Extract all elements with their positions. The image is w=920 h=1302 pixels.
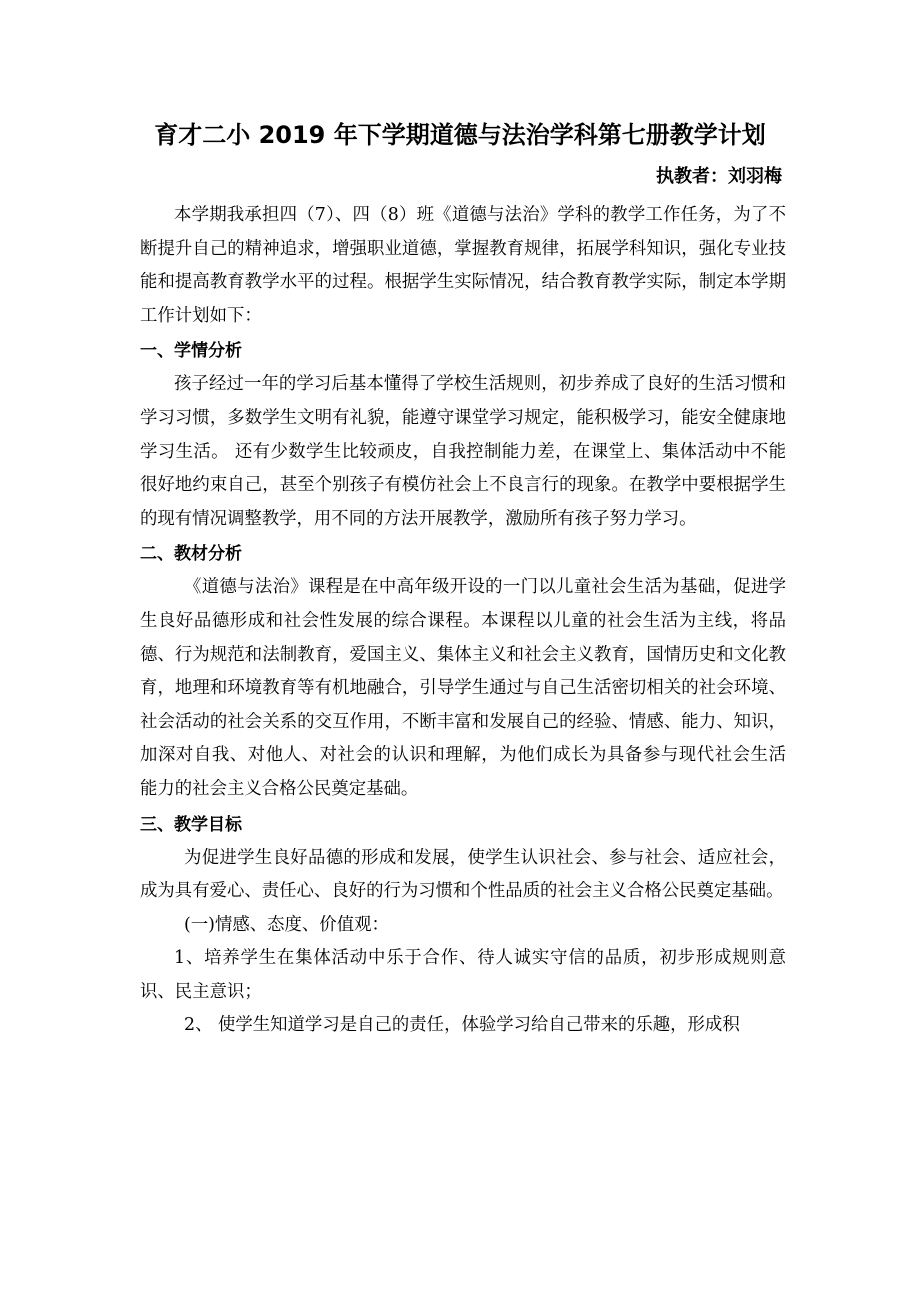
learning-analysis-paragraph: 孩子经过一年的学习后基本懂得了学校生活规则，初步养成了良好的生活习惯和学习习惯，多数学生文明有礼貌，能遵守课堂学习规定，能积极学习，能安全健康地学习生活。 还有少数学生比较顽皮，自我控制能力差，在课堂上、集体活动中不能很好地约束自己，甚至个别孩子有模仿社会上不良言行的现象。在教学中要根据学生的现有情况调整教学，用不同的方法开展教学，激励所有孩子努力学习。 xyxy=(140,374,786,529)
section-heading-learning-analysis: 一、学情分析 xyxy=(140,341,242,362)
goals-subheading-emotion: (一)情感、态度、价值观： xyxy=(184,914,389,935)
section-heading-teaching-goals: 三、教学目标 xyxy=(140,814,242,835)
section-heading-textbook-analysis: 二、教材分析 xyxy=(140,544,242,565)
author-line: 执教者：刘羽梅 xyxy=(656,166,782,187)
teaching-goals-paragraph: 为促进学生良好品德的形成和发展，使学生认识社会、参与社会、适应社会，成为具有爱心、责任心、良好的行为习惯和个性品质的社会主义合格公民奠定基础。 xyxy=(140,847,786,902)
goal-item-2: 2、 使学生知道学习是自己的责任，体验学习给自己带来的乐趣，形成积 xyxy=(184,1015,740,1036)
document-body xyxy=(140,199,786,1043)
intro-paragraph: 本学期我承担四（7）、四（8）班《道德与法治》学科的教学工作任务，为了不断提升自己的精神追求，增强职业道德，掌握教育规律，拓展学科知识，强化专业技能和提高教育教学水平的过程。根据学生实际情况，结合教育教学实际，制定本学期工作计划如下： xyxy=(140,205,786,326)
textbook-analysis-paragraph: 《道德与法治》课程是在中高年级开设的一门以儿童社会生活为基础，促进学生良好品德形成和社会性发展的综合课程。本课程以儿童的社会生活为主线，将品德、行为规范和法制教育，爱国主义、集体主义和社会主义教育，国情历史和文化教育，地理和环境教育等有机地融合，引导学生通过与自己生活密切相关的社会环境、社会活动的社会关系的交互作用，不断丰富和发展自己的经验、情感、能力、知识，加深对自我、对他人、对社会的认识和理解，为他们成长为具备参与现代社会生活 能力的社会主义合格公民奠定基础。 xyxy=(140,577,786,799)
goal-item-1: 1、培养学生在集体活动中乐于合作、待人诚实守信的品质，初步形成规则意识、民主意识； xyxy=(140,948,786,1002)
document-title: 育才二小 2019 年下学期道德与法治学科第七册教学计划 xyxy=(154,121,766,149)
